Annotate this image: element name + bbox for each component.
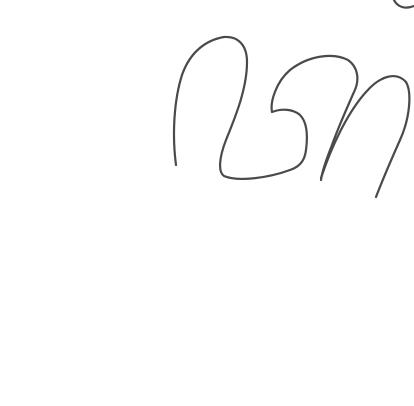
tall-loop-stroke (174, 37, 306, 179)
corner-arc-stroke (394, 0, 414, 8)
middle-loop-stroke (272, 56, 358, 180)
